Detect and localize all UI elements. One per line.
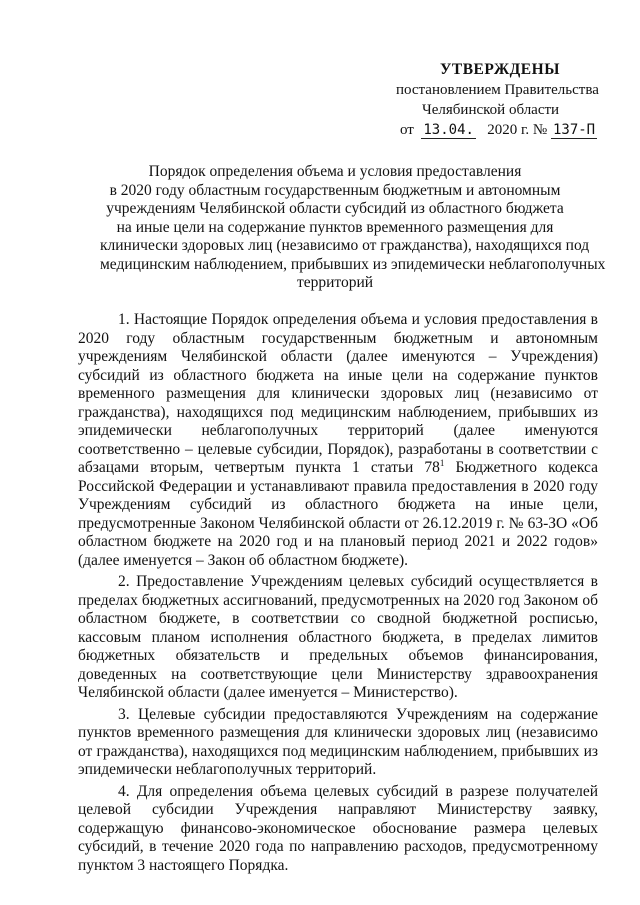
document-title xyxy=(100,163,606,293)
paragraph-4: 4. Для определения объема целевых субсидий в разрезе получателей целевой субсидии Учреждения направляют Министерству заявку, содержащую финансово-экономическое обоснование размера целевых субсидий, в течение 2020 года по направлению расходов, предусмотренному пунктом 3 настоящего Порядка. xyxy=(78,782,598,874)
document-body xyxy=(78,311,598,878)
paragraph-3: 3. Целевые субсидии предоставляются Учреждениям на содержание пунктов временного размещения для клинически здоровых лиц (независимо от гражданства), находящихся под медицинским наблюдением, прибывших из эпидемически неблагополучных территорий. xyxy=(78,705,598,778)
approval-line-region: Челябинской области xyxy=(422,102,560,118)
approval-stamp-block xyxy=(392,60,622,140)
title-line-2: в 2020 году областным государственным бюджетным и автономным xyxy=(109,181,561,199)
paragraph-1-part-1: 1. Настоящие Порядок определения объема и условия предоставления в 2020 году областным государственным бюджетным и автономным учреждениям Челябинской области (далее именуются – Учреждения) субсидий из областного бюджета на иные цели на содержание пунктов временного размещения для клинически здоровых лиц (независимо от гражданства), находящихся под медицинским наблюдением, прибывших из эпидемически неблагополучных территорий (далее именуются соответственно – целевые субсидии, Порядок), разработаны в соответствии с абзацами вторым, четвертым пункта 1 статьи 78 xyxy=(78,311,598,476)
title-line-6: медицинским наблюдением, прибывших из эпидемически неблагополучных xyxy=(100,255,606,273)
paragraph-1-part-2: Бюджетного кодекса Российской Федерации и устанавливают правила предоставления в 2020 году Учреждениям субсидий из областного бюджета на иные цели, предусмотренные Законом Челябинской области от 26.12.2019 г. № 63-ЗО «Об областном бюджете на 2020 год и на плановый период 2021 и 2022 годов» (далее именуется – Закон об областном бюджете). xyxy=(78,459,598,569)
approval-number-value: 137-П xyxy=(552,122,596,138)
title-line-3: учреждениям Челябинской области субсидий из областного бюджета xyxy=(106,200,564,217)
approval-date-value: 13.04. xyxy=(423,122,474,138)
approval-date-prefix: от xyxy=(400,122,414,138)
paragraph-1 xyxy=(78,311,598,570)
paragraph-2: 2. Предоставление Учреждениям целевых субсидий осуществляется в пределах бюджетных ассигнований, предусмотренных на 2020 год Законом об областном бюджете, в соответствии со сводной бюджетной росписью, кассовым планом исполнения областного бюджета, в пределах лимитов бюджетных обязательств и предельных объемов финансирования, доведенных на соответствующие цели Министерству здравоохранения Челябинской области (далее именуется – Министерство). xyxy=(78,573,598,701)
title-line-4: на иные цели на содержание пунктов временного размещения для xyxy=(116,218,554,236)
approval-title: УТВЕРЖДЕНЫ xyxy=(440,61,560,78)
paragraph-1-superscript: 1 xyxy=(439,457,445,468)
approval-date-suffix: 2020 г. № xyxy=(487,122,548,138)
approval-line-government: постановлением Правительства xyxy=(396,82,599,98)
title-line-7: территорий xyxy=(296,274,374,291)
title-line-1: Порядок определения объема и условия предоставления xyxy=(148,163,522,180)
title-line-5: клинически здоровых лиц (независимо от гражданства), находящихся под xyxy=(100,237,590,254)
approval-date-line xyxy=(392,120,622,140)
